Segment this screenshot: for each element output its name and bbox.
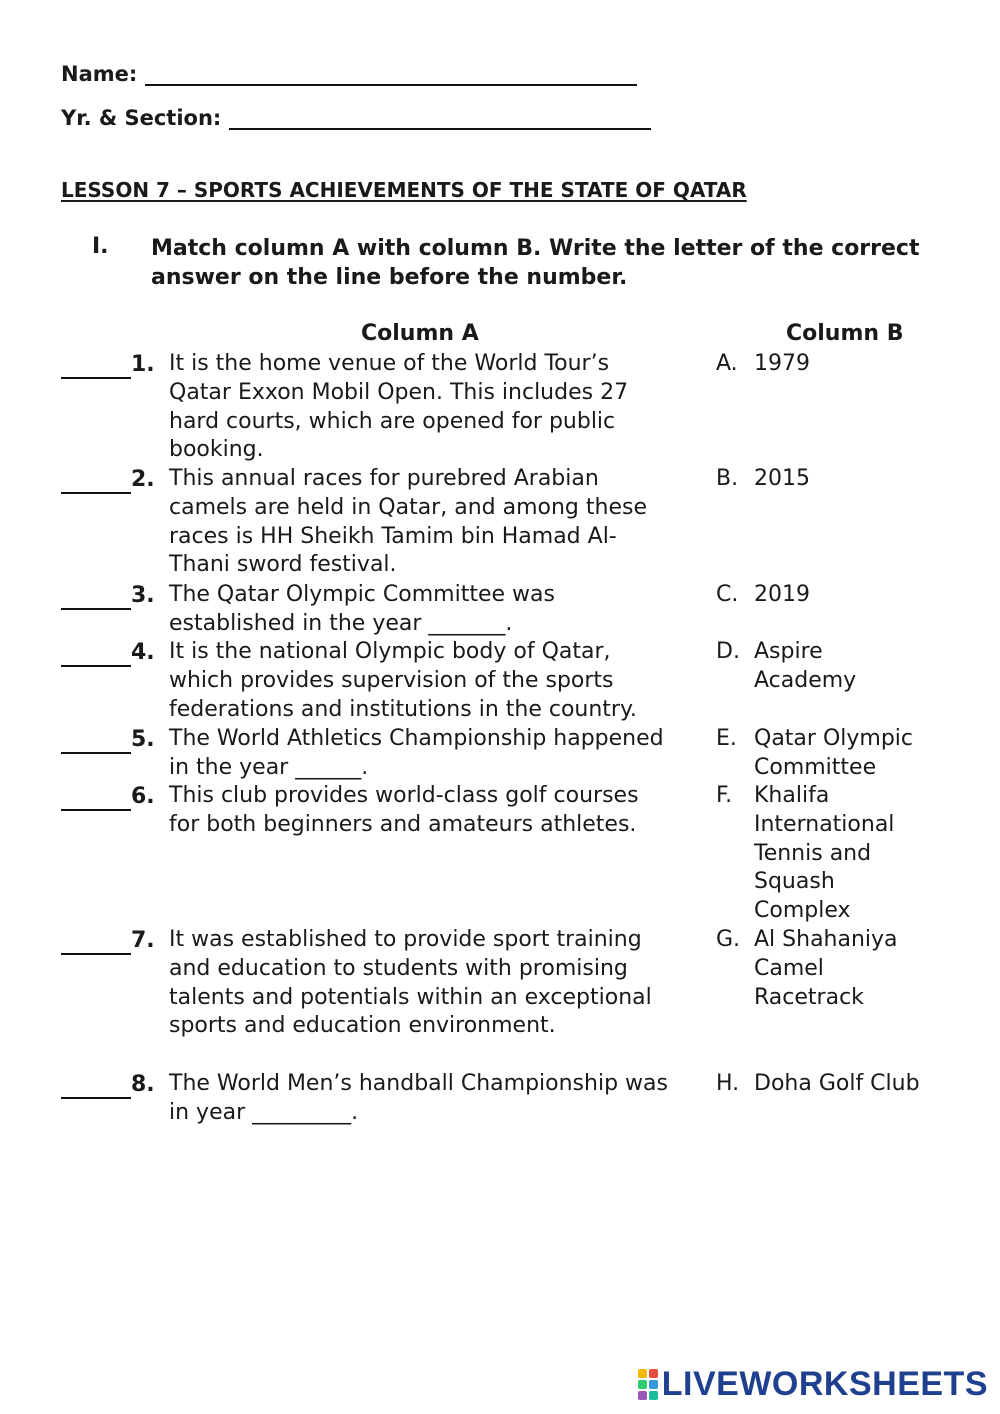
lesson-title: LESSON 7 – SPORTS ACHIEVEMENTS OF THE STATE OF QATAR (61, 178, 747, 202)
choice-letter: G. (716, 927, 741, 952)
logo-block (649, 1380, 658, 1389)
name-label: Name: (61, 62, 138, 86)
choice-letter: F. (716, 783, 733, 808)
question-text: The Qatar Olympic Committee was established in the year _______. (169, 582, 555, 636)
answer-blank[interactable] (61, 468, 131, 494)
choice-text: Khalifa International Tennis and Squash Complex (754, 783, 895, 924)
logo-text: LIVEWORKSHEETS (661, 1365, 988, 1403)
choice-text: 2019 (754, 582, 810, 607)
instruction-number: I. (92, 234, 109, 259)
logo-block (638, 1369, 647, 1378)
section-label: Yr. & Section: (61, 106, 222, 130)
answer-blank[interactable] (61, 584, 131, 610)
question-number: 2. (131, 467, 155, 492)
choice-text: Doha Golf Club (754, 1071, 920, 1096)
choice-letter: E. (716, 726, 737, 751)
name-field-row (61, 62, 637, 86)
question-number: 4. (131, 640, 155, 665)
question-text: It is the home venue of the World Tour’s Qatar Exxon Mobil Open. This includes 27 hard courts, which are opened for public booking. (169, 351, 629, 463)
question-number: 1. (131, 352, 155, 377)
choice-letter: C. (716, 582, 739, 607)
question-number: 3. (131, 583, 155, 608)
answer-blank[interactable] (61, 785, 131, 811)
question-number: 7. (131, 928, 155, 953)
column-a-heading: Column A (361, 321, 479, 346)
choice-letter: A. (716, 351, 738, 376)
logo-block (649, 1369, 658, 1378)
answer-blank[interactable] (61, 929, 131, 955)
choice-text: Qatar Olympic Committee (754, 726, 913, 780)
answer-blank[interactable] (61, 728, 131, 754)
answer-blank[interactable] (61, 641, 131, 667)
instruction-text: Match column A with column B. Write the letter of the correct answer on the line before the number. (151, 236, 920, 290)
column-b-heading: Column B (786, 321, 904, 346)
liveworksheets-logo (638, 1365, 988, 1404)
question-text: The World Athletics Championship happened in the year ______. (169, 726, 664, 780)
question-text: This club provides world-class golf courses for both beginners and amateurs athletes. (169, 783, 639, 837)
question-number: 8. (131, 1072, 155, 1097)
question-text: It was established to provide sport training and education to students with promising talents and potentials within an exceptional sports and education environment. (169, 927, 652, 1039)
answer-blank[interactable] (61, 1073, 131, 1099)
choice-text: 2015 (754, 466, 810, 491)
choice-text: Aspire Academy (754, 639, 857, 693)
answer-blank[interactable] (61, 353, 131, 379)
question-text: The World Men’s handball Championship was in year _________. (169, 1071, 668, 1125)
choice-letter: D. (716, 639, 740, 664)
question-number: 6. (131, 784, 155, 809)
logo-block (638, 1391, 647, 1400)
question-text: This annual races for purebred Arabian camels are held in Qatar, and among these races is HH Sheikh Tamim bin Hamad Al-Thani sword festival. (169, 466, 647, 578)
section-field-row (61, 106, 651, 130)
logo-blocks-icon (638, 1369, 658, 1400)
logo-block (638, 1380, 647, 1389)
choice-letter: B. (716, 466, 739, 491)
question-text: It is the national Olympic body of Qatar, which provides supervision of the sports federations and institutions in the country. (169, 639, 637, 722)
question-number: 5. (131, 727, 155, 752)
logo-block (649, 1391, 658, 1400)
choice-text: 1979 (754, 351, 810, 376)
choice-text: Al Shahaniya Camel Racetrack (754, 927, 898, 1010)
choice-letter: H. (716, 1071, 740, 1096)
section-input-line[interactable] (229, 108, 651, 130)
name-input-line[interactable] (145, 64, 637, 86)
